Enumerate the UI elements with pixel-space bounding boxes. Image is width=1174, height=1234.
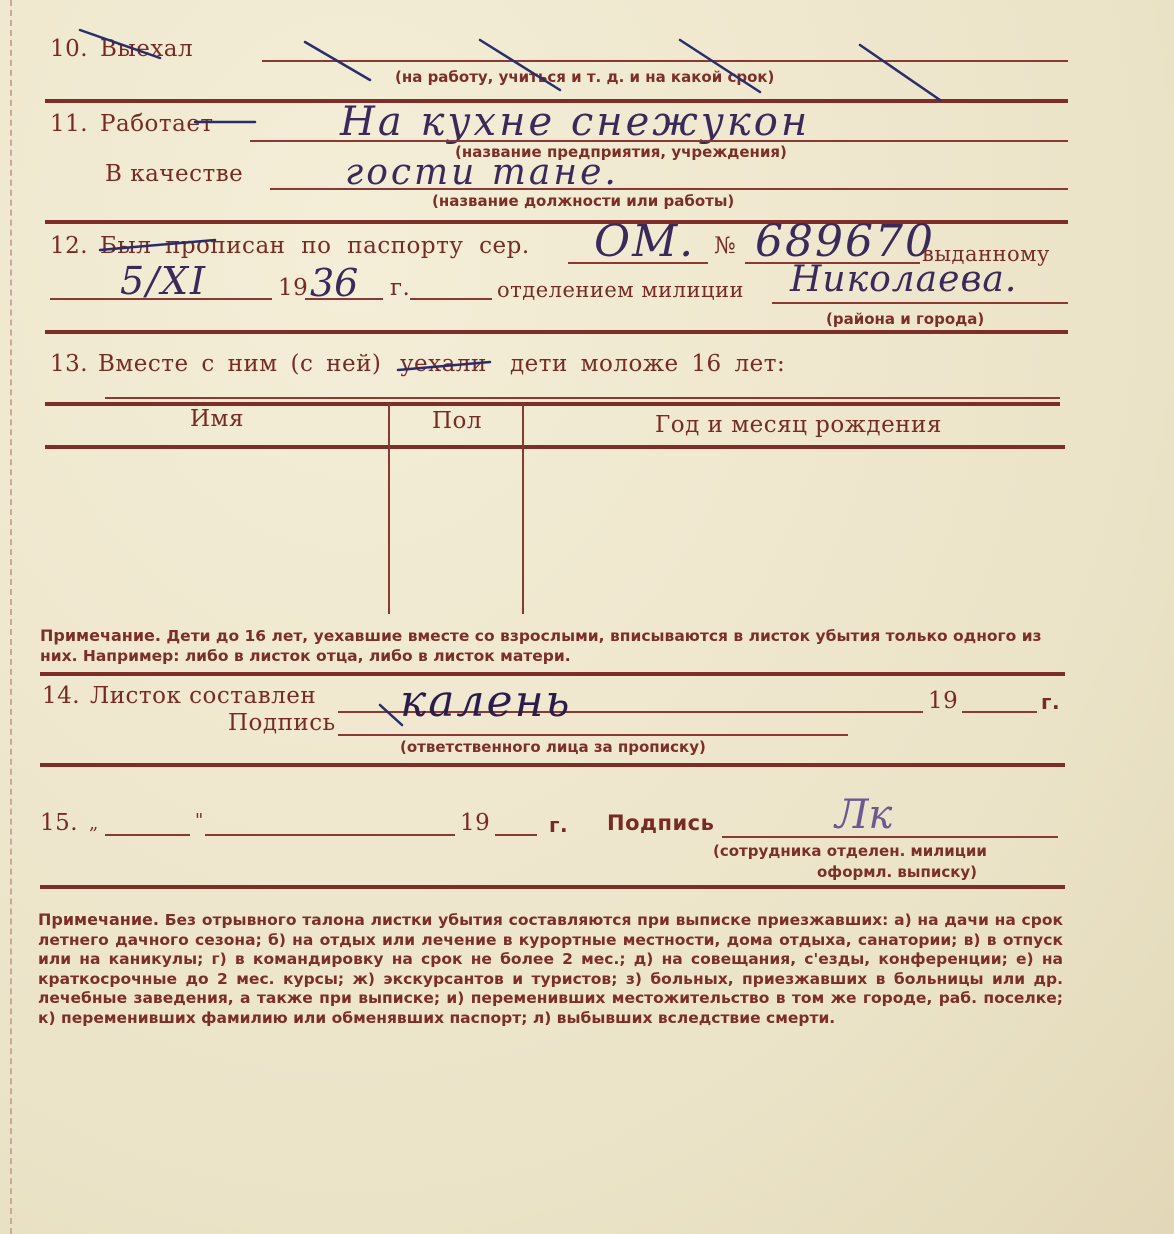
s13-note-title: Примечание. [40,626,161,645]
s12-passport-number: 689670 [755,216,935,267]
s15-year-suffix: г. [549,813,569,837]
s10-hint: (на работу, учиться и т. д. и на какой срок) [395,68,775,86]
s10-strike-5 [860,45,940,100]
children-col-birth: Год и месяц рождения [655,412,942,438]
s12-label: прописан по паспорту сер. [165,233,530,259]
s12-year-suffix: г. [390,275,411,301]
s15-quote-close: " [195,810,204,831]
s12-office-hint: (района и города) [826,310,985,328]
s12-number: 12. [50,233,89,259]
s12-label-strike [100,240,215,250]
s14-label: Листок составлен [90,683,317,709]
s12-label-struck: Был [100,233,152,259]
s12-issue-date: 5/XI [120,259,208,303]
s13-number: 13. [50,351,89,377]
s11-hint: (название предприятия, учреждения) [455,143,787,161]
s10-strike-4 [680,40,760,92]
s11-label: Работает [100,111,214,137]
s15-year-prefix: 19 [460,810,491,836]
s10-label: Выехал [100,36,194,62]
s14-number: 14. [42,683,81,709]
s14-hint: (ответственного лица за прописку) [400,738,706,756]
footer-note-body: Без отрывного талона листки убытия составляются при выписке приезжавших: а) на дачи на срок летнего дачного сезона; б) на отдых или лечение в курортные местности, дома отдыха, санатории; в) в отпуск или на каникулы; г) в командировку на срок не более 2 мес.; д) на совещания, с'езды, конференции; е) на краткосрочные до 2 мес. курсы; ж) экскурсантов и туристов; з) больных, приезжавших в больницы или др. лечебные заведения, а также при выписке; и) переменивших местожительство в том же городе, раб. поселке; к) переменивших фамилию или обменявших паспорт; л) выбывших вследствие смерти. [38,911,1063,1027]
s12-year-value: 36 [310,261,359,305]
s15-sign-label: Подпись [607,811,715,835]
s14-signature: калень [400,676,572,727]
s11-role-value: гости тане. [345,152,619,193]
s10-strike-2 [305,42,370,80]
s13-text-strike [398,362,490,370]
s11-role-hint: (название должности или работы) [432,192,735,210]
s13-text-a: Вместе с ним (с ней) [98,351,382,377]
s13-note-body: Дети до 16 лет, уехавшие вместе со взрослыми, вписываются в листок убытия только одного из них. Например: либо в листок отца, либо в листок матери. [40,627,1042,665]
s10-number: 10. [50,36,89,62]
s14-year-prefix: 19 [928,688,959,714]
s12-office-label: отделением милиции [497,278,744,302]
s10-strike-3 [480,40,560,90]
s15-hint-a: (сотрудника отделен. милиции [713,842,987,860]
children-col-name: Имя [190,406,244,432]
s12-number-sign: № [714,233,737,259]
s12-year-prefix: 19 [278,275,309,301]
s10-strike-1 [80,30,160,58]
s12-office-value: Николаева. [790,259,1018,300]
s15-quote-open: „ [89,813,99,834]
s13-text-b: дети моложе 16 лет: [510,351,786,377]
s14-year-suffix: г. [1041,690,1061,714]
s14-check-mark [380,705,402,725]
footer-note-title: Примечание. [38,910,159,929]
s12-issued-label: выданному [922,242,1050,266]
s11-number: 11. [50,111,89,137]
s15-signature: Лк [835,792,893,838]
s15-number: 15. [40,810,79,836]
s13-text-struck: уехали [400,351,487,377]
s11-role-label: В качестве [105,161,244,187]
s11-workplace-value: На кухне снежукон [340,99,811,145]
children-col-sex: Пол [432,408,483,434]
s14-sign-label: Подпись [228,710,336,736]
s15-hint-b: оформл. выписку) [817,863,978,881]
s12-passport-series: ОМ. [594,216,696,267]
